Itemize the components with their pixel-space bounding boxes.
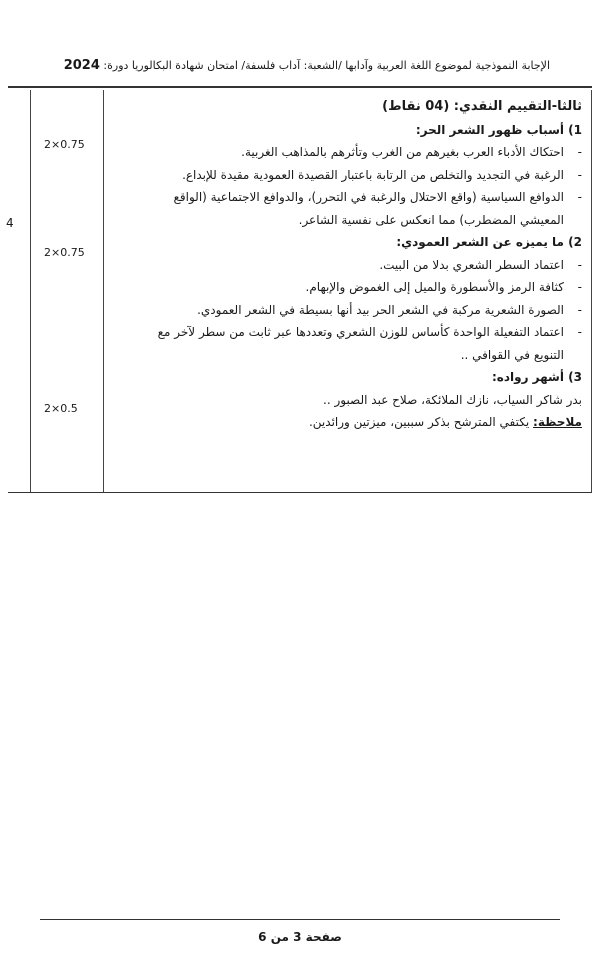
q1-item: - الدوافع السياسية (واقع الاحتلال والرغبة في التحرر)، والدوافع الاجتماعية (الواقع <box>173 190 582 204</box>
q2-title: 2) ما يميزه عن الشعر العمودي: <box>396 235 582 249</box>
mark-q3: 2×0.5 <box>44 402 78 415</box>
q3-title: 3) أشهر رواده: <box>491 370 582 384</box>
q1-item: - الرغبة في التجديد والتخلص من الرتابة باعتبار القصيدة العمودية مقيدة للإبداع. <box>182 167 582 182</box>
q1-item-continuation: المعيشي المضطرب) مما انعكس على نفسية الشاعر. <box>298 212 564 227</box>
section-title: ثالثا-التقييم النقدي: (04 نقاط) <box>382 99 582 114</box>
note-label: ملاحظة: <box>533 415 582 429</box>
marks-column-divider <box>103 90 104 493</box>
total-points: 4 <box>6 216 14 230</box>
note-text: يكتفي المترشح بذكر سببين، ميزتين ورائدين. <box>308 415 530 429</box>
mark-q1: 2×0.75 <box>44 138 85 151</box>
q2-item: - كثافة الرمز والأسطورة والميل إلى الغموض والإبهام. <box>305 280 582 294</box>
header-text: الإجابة النموذجية لموضوع اللغة العربية وآدابها /الشعبة: آداب فلسفة/ امتحان شهادة البكالوريا دورة: <box>103 59 550 72</box>
footer-rule <box>40 919 560 920</box>
q1-item: - احتكاك الأدباء العرب بغيرهم من الغرب وتأثرهم بالمذاهب الغربية. <box>241 145 582 159</box>
table-bottom-rule <box>8 492 592 493</box>
q2-item: - اعتماد التفعيلة الواحدة كأساس للوزن الشعري وتعددها عبر ثابت من سطر لآخر مع <box>157 325 582 339</box>
mark-q2: 2×0.75 <box>44 246 85 259</box>
q2-item-continuation: التنويع في القوافي .. <box>460 347 564 362</box>
page-header <box>30 58 550 73</box>
header-rule <box>8 86 592 88</box>
q1-title: 1) أسباب ظهور الشعر الحر: <box>415 122 582 137</box>
note <box>112 411 582 434</box>
page-number: صفحة 3 من 6 <box>258 930 342 944</box>
q2-item: - اعتماد السطر الشعري بدلا من البيت. <box>379 257 582 272</box>
q3-answer: بدر شاكر السياب، نازك الملائكة، صلاح عبد الصبور .. <box>323 392 582 407</box>
answer-content <box>112 96 582 434</box>
header-year: 2024 <box>63 58 100 73</box>
q2-item: - الصورة الشعرية مركبة في الشعر الحر بيد أنها بسيطة في الشعر العمودي. <box>197 302 582 317</box>
